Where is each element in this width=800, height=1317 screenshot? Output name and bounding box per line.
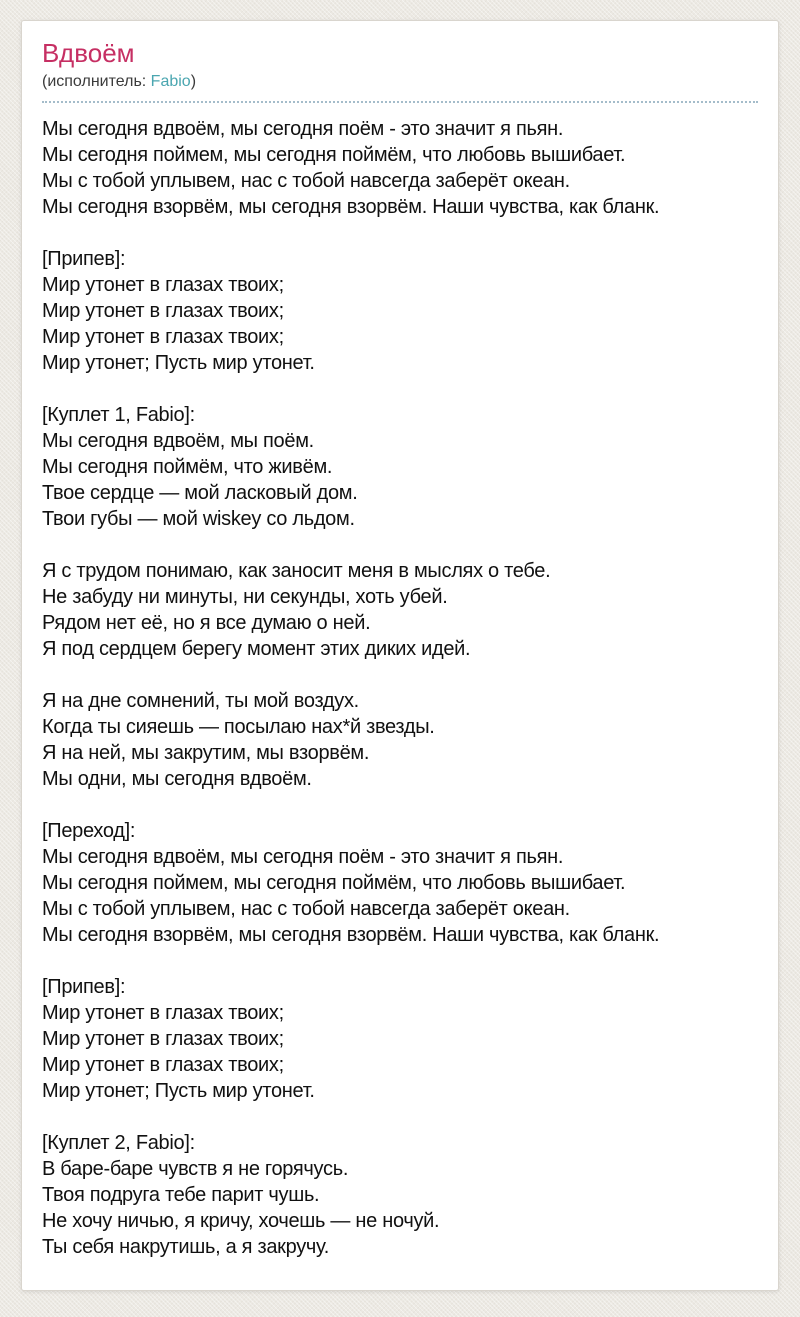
- lyric-line: Мир утонет в глазах твоих;: [42, 325, 284, 348]
- lyric-line: Мы сегодня взорвём, мы сегодня взорвём. Наши чувства, как бланк.: [42, 195, 660, 218]
- stanza: [42, 116, 758, 220]
- stanza: [42, 688, 758, 792]
- lyric-line: В баре-баре чувств я не горячусь.: [42, 1157, 349, 1180]
- lyric-line: Я на дне сомнений, ты мой воздух.: [42, 689, 359, 712]
- lyric-line: Мы сегодня вдвоём, мы сегодня поём - это значит я пьян.: [42, 117, 564, 140]
- song-title: Вдвоём: [42, 38, 135, 68]
- lyric-line: Я на ней, мы закрутим, мы взорвём.: [42, 741, 370, 764]
- lyric-line: [Припев]:: [42, 247, 126, 270]
- lyric-line: Мы сегодня вдвоём, мы поём.: [42, 429, 314, 452]
- lyric-line: Мы с тобой уплывем, нас с тобой навсегда заберёт океан.: [42, 169, 570, 192]
- lyric-line: Мир утонет в глазах твоих;: [42, 1027, 284, 1050]
- lyric-line: Мир утонет; Пусть мир утонет.: [42, 1079, 315, 1102]
- stanza: [42, 974, 758, 1104]
- lyric-line: Мир утонет в глазах твоих;: [42, 1001, 284, 1024]
- lyric-line: Мир утонет в глазах твоих;: [42, 299, 284, 322]
- artist-link[interactable]: Fabio: [150, 72, 191, 90]
- lyric-line: Мы сегодня поймем, мы сегодня поймём, что любовь вышибает.: [42, 871, 626, 894]
- artist-prefix: (исполнитель:: [42, 72, 151, 90]
- lyric-line: Я с трудом понимаю, как заносит меня в мыслях о тебе.: [42, 559, 551, 582]
- lyric-line: Мы сегодня взорвём, мы сегодня взорвём. Наши чувства, как бланк.: [42, 923, 660, 946]
- lyric-line: Я под сердцем берегу момент этих диких идей.: [42, 637, 471, 660]
- lyric-line: Твои губы — мой wiskey со льдом.: [42, 507, 355, 530]
- lyric-line: [Припев]:: [42, 975, 126, 998]
- lyric-line: Мир утонет; Пусть мир утонет.: [42, 351, 315, 374]
- stanza: [42, 1130, 758, 1260]
- lyric-line: Мир утонет в глазах твоих;: [42, 273, 284, 296]
- stanza: [42, 246, 758, 376]
- lyrics: [42, 116, 758, 1260]
- lyric-line: Мы одни, мы сегодня вдвоём.: [42, 767, 312, 790]
- lyric-line: Твое сердце — мой ласковый дом.: [42, 481, 358, 504]
- lyric-line: Не хочу ничью, я кричу, хочешь — не ночуй.: [42, 1209, 440, 1232]
- artist-suffix: ): [190, 72, 197, 90]
- lyric-line: Мир утонет в глазах твоих;: [42, 1053, 284, 1076]
- lyrics-card: [21, 20, 779, 1291]
- lyric-line: [Куплет 2, Fabio]:: [42, 1131, 195, 1154]
- lyric-line: Не забуду ни минуты, ни секунды, хоть убей.: [42, 585, 448, 608]
- artist-line: [42, 72, 758, 103]
- lyric-line: Когда ты сияешь — посылаю нах*й звезды.: [42, 715, 435, 738]
- lyric-line: [Куплет 1, Fabio]:: [42, 403, 195, 426]
- stanza: [42, 402, 758, 532]
- lyric-line: Рядом нет её, но я все думаю о ней.: [42, 611, 371, 634]
- lyric-line: Твоя подруга тебе парит чушь.: [42, 1183, 320, 1206]
- stanza: [42, 558, 758, 662]
- lyric-line: Мы с тобой уплывем, нас с тобой навсегда заберёт океан.: [42, 897, 570, 920]
- lyric-line: Ты себя накрутишь, а я закручу.: [42, 1235, 329, 1258]
- lyric-line: [Переход]:: [42, 819, 136, 842]
- stanza: [42, 818, 758, 948]
- lyric-line: Мы сегодня вдвоём, мы сегодня поём - это значит я пьян.: [42, 845, 564, 868]
- lyric-line: Мы сегодня поймем, мы сегодня поймём, что любовь вышибает.: [42, 143, 626, 166]
- lyric-line: Мы сегодня поймём, что живём.: [42, 455, 333, 478]
